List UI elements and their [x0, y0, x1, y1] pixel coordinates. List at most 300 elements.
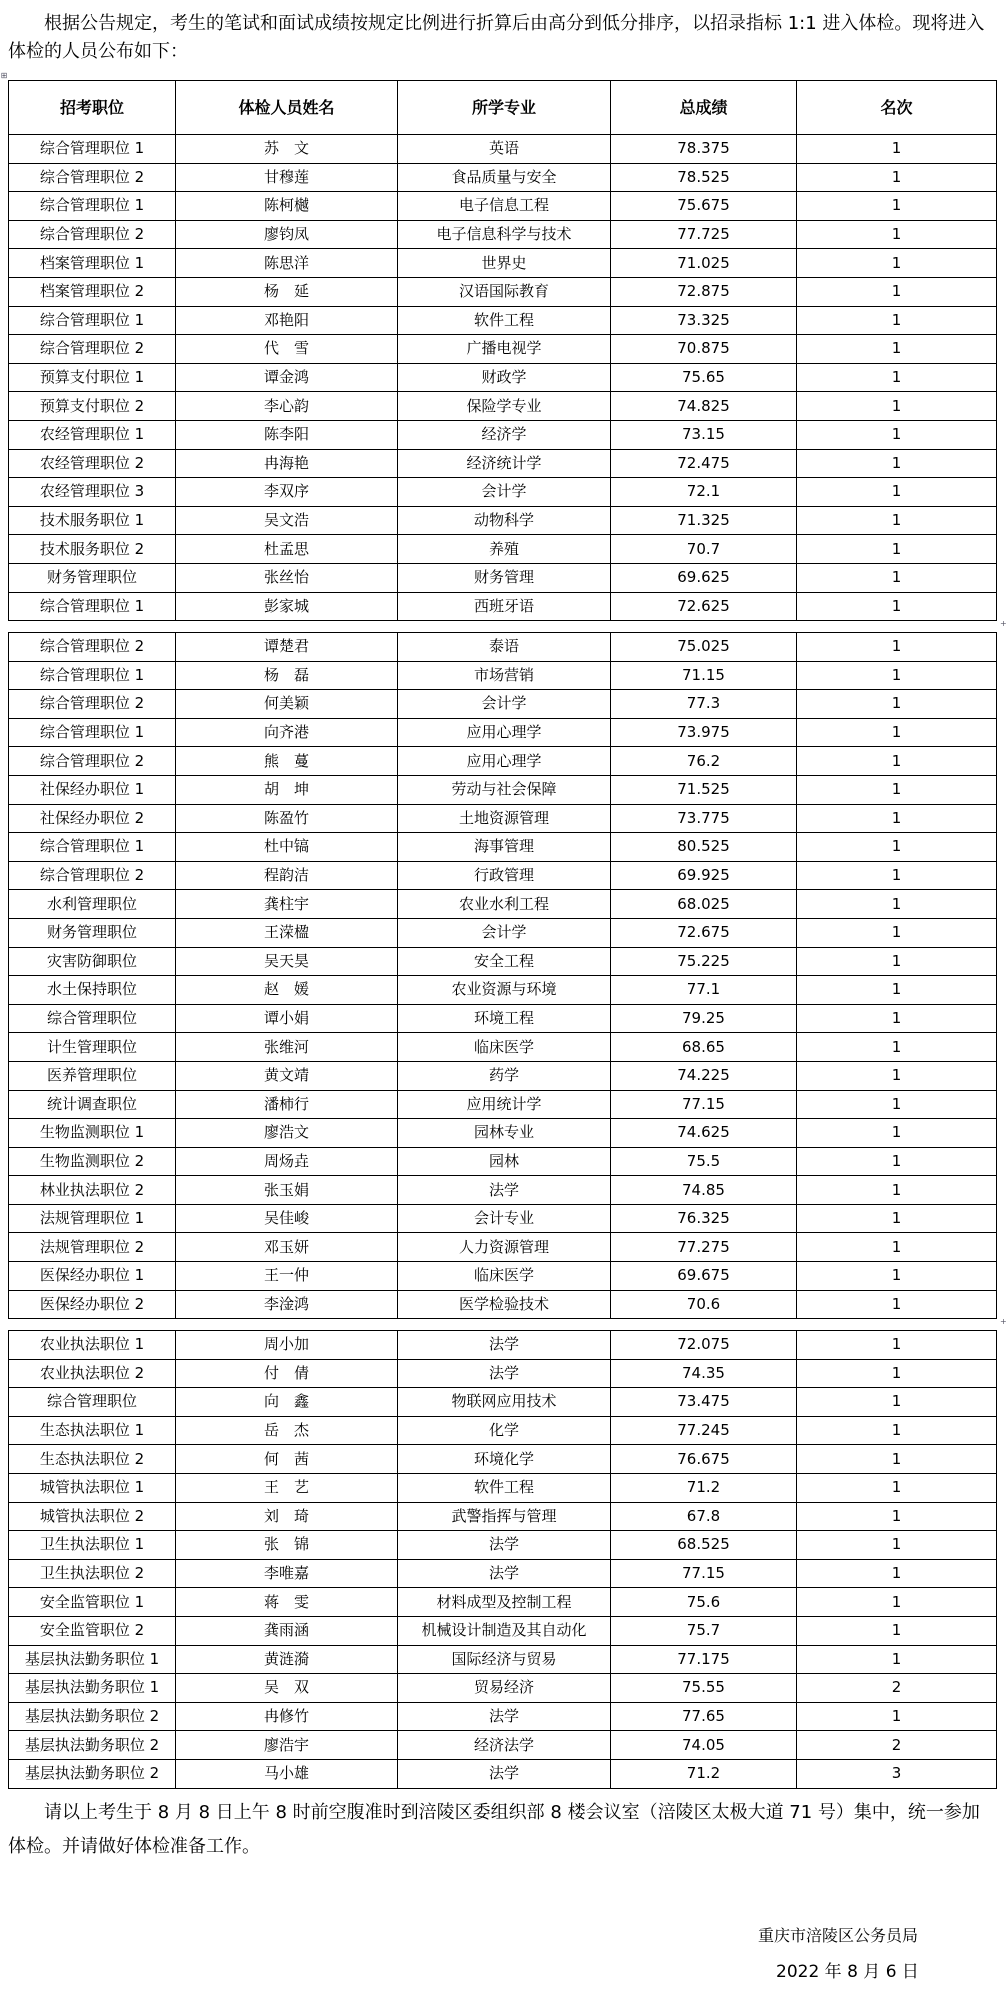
table-row [9, 947, 997, 976]
cell-name: 谭金鸿 [176, 363, 398, 392]
cell-major: 园林专业 [398, 1119, 611, 1148]
cell-name: 李心韵 [176, 392, 398, 421]
cell-rank: 1 [797, 1331, 997, 1360]
cell-total-score: 77.175 [611, 1645, 797, 1674]
cell-major: 法学 [398, 1331, 611, 1360]
cell-rank: 1 [797, 1233, 997, 1262]
cell-position: 农经管理职位 1 [9, 420, 176, 449]
cell-major: 应用心理学 [398, 718, 611, 747]
cell-name: 吴佳峻 [176, 1204, 398, 1233]
table-row [9, 1616, 997, 1645]
cell-major: 财务管理 [398, 563, 611, 592]
cell-rank: 1 [797, 1004, 997, 1033]
cell-rank: 1 [797, 804, 997, 833]
cell-total-score: 73.775 [611, 804, 797, 833]
cell-position: 社保经办职位 1 [9, 775, 176, 804]
table-row [9, 335, 997, 364]
cell-name: 程韵洁 [176, 861, 398, 890]
cell-position: 水利管理职位 [9, 890, 176, 919]
cell-rank: 1 [797, 1502, 997, 1531]
table-row [9, 1473, 997, 1502]
table-row [9, 1588, 997, 1617]
cell-major: 临床医学 [398, 1033, 611, 1062]
cell-major: 法学 [398, 1531, 611, 1560]
table-row [9, 1674, 997, 1703]
table-row [9, 277, 997, 306]
cell-major: 农业水利工程 [398, 890, 611, 919]
cell-total-score: 69.925 [611, 861, 797, 890]
table-row [9, 804, 997, 833]
cell-rank: 1 [797, 392, 997, 421]
cell-major: 电子信息科学与技术 [398, 220, 611, 249]
cell-total-score: 72.875 [611, 277, 797, 306]
cell-name: 黄文靖 [176, 1061, 398, 1090]
cell-name: 刘 琦 [176, 1502, 398, 1531]
cell-total-score: 72.075 [611, 1331, 797, 1360]
issuing-organization: 重庆市涪陵区公务员局 [758, 1926, 919, 1945]
cell-total-score: 75.225 [611, 947, 797, 976]
cell-total-score: 67.8 [611, 1502, 797, 1531]
table-row [9, 135, 997, 164]
cell-name: 廖浩宇 [176, 1731, 398, 1760]
table-row [9, 1004, 997, 1033]
table-row [9, 1331, 997, 1360]
cell-position: 城管执法职位 2 [9, 1502, 176, 1531]
cell-rank: 1 [797, 775, 997, 804]
cell-position: 法规管理职位 1 [9, 1204, 176, 1233]
cell-total-score: 74.825 [611, 392, 797, 421]
cell-total-score: 77.3 [611, 690, 797, 719]
cell-major: 国际经济与贸易 [398, 1645, 611, 1674]
cell-name: 胡 坤 [176, 775, 398, 804]
cell-rank: 1 [797, 478, 997, 507]
cell-name: 杨 磊 [176, 661, 398, 690]
cell-position: 综合管理职位 2 [9, 861, 176, 890]
cell-major: 电子信息工程 [398, 192, 611, 221]
cell-rank: 1 [797, 1033, 997, 1062]
table-row [9, 1119, 997, 1148]
cell-total-score: 76.2 [611, 747, 797, 776]
cell-position: 技术服务职位 1 [9, 506, 176, 535]
cell-position: 林业执法职位 2 [9, 1176, 176, 1205]
cell-rank: 1 [797, 163, 997, 192]
cell-name: 张维河 [176, 1033, 398, 1062]
table-row [9, 1147, 997, 1176]
cell-major: 经济统计学 [398, 449, 611, 478]
cell-name: 潘柿行 [176, 1090, 398, 1119]
cell-major: 化学 [398, 1416, 611, 1445]
cell-rank: 2 [797, 1731, 997, 1760]
cell-total-score: 74.05 [611, 1731, 797, 1760]
cell-position: 档案管理职位 1 [9, 249, 176, 278]
cell-name: 张丝怡 [176, 563, 398, 592]
cell-position: 医保经办职位 1 [9, 1262, 176, 1291]
cell-rank: 1 [797, 1204, 997, 1233]
cell-total-score: 75.025 [611, 633, 797, 662]
cell-rank: 1 [797, 1262, 997, 1291]
cell-rank: 1 [797, 633, 997, 662]
cell-position: 财务管理职位 [9, 918, 176, 947]
cell-position: 医保经办职位 2 [9, 1290, 176, 1319]
cell-rank: 2 [797, 1674, 997, 1703]
cell-rank: 1 [797, 1119, 997, 1148]
cell-position: 医养管理职位 [9, 1061, 176, 1090]
cell-total-score: 70.875 [611, 335, 797, 364]
cell-total-score: 71.2 [611, 1759, 797, 1788]
cell-position: 综合管理职位 2 [9, 747, 176, 776]
cell-name: 吴天昊 [176, 947, 398, 976]
cell-rank: 1 [797, 449, 997, 478]
cell-rank: 3 [797, 1759, 997, 1788]
table-row [9, 690, 997, 719]
table-row [9, 1290, 997, 1319]
cell-rank: 1 [797, 1588, 997, 1617]
cell-major: 会计学 [398, 918, 611, 947]
table-row [9, 592, 997, 621]
cell-major: 材料成型及控制工程 [398, 1588, 611, 1617]
cell-total-score: 76.325 [611, 1204, 797, 1233]
cell-total-score: 79.25 [611, 1004, 797, 1033]
table-resize-handle-icon[interactable]: + [1000, 619, 1007, 628]
cell-total-score: 73.475 [611, 1388, 797, 1417]
cell-total-score: 74.85 [611, 1176, 797, 1205]
cell-major: 武警指挥与管理 [398, 1502, 611, 1531]
table-row [9, 918, 997, 947]
cell-major: 环境化学 [398, 1445, 611, 1474]
cell-major: 保险学专业 [398, 392, 611, 421]
table-row [9, 1262, 997, 1291]
cell-total-score: 71.325 [611, 506, 797, 535]
cell-major: 会计专业 [398, 1204, 611, 1233]
cell-total-score: 77.245 [611, 1416, 797, 1445]
cell-position: 生态执法职位 2 [9, 1445, 176, 1474]
cell-position: 城管执法职位 1 [9, 1473, 176, 1502]
cell-name: 李唯嘉 [176, 1559, 398, 1588]
cell-name: 吴 双 [176, 1674, 398, 1703]
cell-total-score: 75.7 [611, 1616, 797, 1645]
cell-total-score: 80.525 [611, 833, 797, 862]
cell-position: 基层执法勤务职位 2 [9, 1731, 176, 1760]
cell-rank: 1 [797, 1090, 997, 1119]
cell-rank: 1 [797, 277, 997, 306]
table-row [9, 1645, 997, 1674]
cell-major: 食品质量与安全 [398, 163, 611, 192]
cell-position: 预算支付职位 2 [9, 392, 176, 421]
cell-name: 陈思洋 [176, 249, 398, 278]
cell-total-score: 76.675 [611, 1445, 797, 1474]
cell-name: 陈柯樾 [176, 192, 398, 221]
cell-position: 综合管理职位 2 [9, 335, 176, 364]
table-row [9, 1090, 997, 1119]
cell-position: 统计调查职位 [9, 1090, 176, 1119]
cell-position: 社保经办职位 2 [9, 804, 176, 833]
table-row [9, 1502, 997, 1531]
cell-major: 西班牙语 [398, 592, 611, 621]
table-row [9, 1359, 997, 1388]
cell-position: 财务管理职位 [9, 563, 176, 592]
cell-total-score: 72.625 [611, 592, 797, 621]
cell-rank: 1 [797, 1359, 997, 1388]
cell-total-score: 73.975 [611, 718, 797, 747]
cell-total-score: 71.025 [611, 249, 797, 278]
cell-total-score: 77.275 [611, 1233, 797, 1262]
cell-rank: 1 [797, 306, 997, 335]
cell-name: 马小雄 [176, 1759, 398, 1788]
cell-major: 英语 [398, 135, 611, 164]
cell-major: 应用统计学 [398, 1090, 611, 1119]
cell-name: 廖浩文 [176, 1119, 398, 1148]
table-row [9, 1559, 997, 1588]
cell-name: 杜中镐 [176, 833, 398, 862]
table-row [9, 1204, 997, 1233]
cell-name: 付 倩 [176, 1359, 398, 1388]
cell-major: 软件工程 [398, 306, 611, 335]
cell-name: 陈李阳 [176, 420, 398, 449]
cell-rank: 1 [797, 420, 997, 449]
intro-paragraph: 根据公告规定，考生的笔试和面试成绩按规定比例进行折算后由高分到低分排序，以招录指标 1:1 进入体检。现将进入体检的人员公布如下： [8, 13, 985, 62]
cell-total-score: 73.325 [611, 306, 797, 335]
cell-major: 软件工程 [398, 1473, 611, 1502]
cell-rank: 1 [797, 947, 997, 976]
cell-position: 安全监管职位 1 [9, 1588, 176, 1617]
cell-rank: 1 [797, 592, 997, 621]
cell-rank: 1 [797, 563, 997, 592]
cell-position: 综合管理职位 1 [9, 661, 176, 690]
cell-major: 机械设计制造及其自动化 [398, 1616, 611, 1645]
cell-major: 临床医学 [398, 1262, 611, 1291]
cell-total-score: 77.65 [611, 1702, 797, 1731]
cell-rank: 1 [797, 1559, 997, 1588]
cell-total-score: 75.5 [611, 1147, 797, 1176]
cell-rank: 1 [797, 335, 997, 364]
cell-position: 基层执法勤务职位 2 [9, 1702, 176, 1731]
outro-paragraph: 请以上考生于 8 月 8 日上午 8 时前空腹准时到涪陵区委组织部 8 楼会议室（涪陵区太极大道 71 号）集中，统一参加体检。并请做好体检准备工作。 [8, 1802, 980, 1857]
results-table-section-1 [8, 80, 997, 621]
table-row [9, 1233, 997, 1262]
cell-position: 综合管理职位 1 [9, 192, 176, 221]
cell-name: 王一仲 [176, 1262, 398, 1291]
cell-position: 档案管理职位 2 [9, 277, 176, 306]
cell-rank: 1 [797, 1645, 997, 1674]
cell-position: 综合管理职位 2 [9, 163, 176, 192]
cell-major: 市场营销 [398, 661, 611, 690]
cell-rank: 1 [797, 135, 997, 164]
cell-name: 彭家城 [176, 592, 398, 621]
cell-name: 龚雨涵 [176, 1616, 398, 1645]
cell-name: 谭小娟 [176, 1004, 398, 1033]
table-row [9, 1731, 997, 1760]
cell-position: 技术服务职位 2 [9, 535, 176, 564]
cell-name: 王溁楹 [176, 918, 398, 947]
cell-total-score: 78.525 [611, 163, 797, 192]
cell-major: 法学 [398, 1759, 611, 1788]
cell-rank: 1 [797, 1061, 997, 1090]
cell-major: 动物科学 [398, 506, 611, 535]
cell-name: 周炀垚 [176, 1147, 398, 1176]
cell-rank: 1 [797, 718, 997, 747]
cell-rank: 1 [797, 747, 997, 776]
cell-name: 何美颖 [176, 690, 398, 719]
cell-name: 冉海艳 [176, 449, 398, 478]
cell-major: 法学 [398, 1359, 611, 1388]
table-row [9, 718, 997, 747]
cell-position: 生态执法职位 1 [9, 1416, 176, 1445]
cell-name: 代 雪 [176, 335, 398, 364]
table-row [9, 306, 997, 335]
cell-name: 陈盈竹 [176, 804, 398, 833]
table-row [9, 976, 997, 1005]
cell-position: 预算支付职位 1 [9, 363, 176, 392]
table-row [9, 420, 997, 449]
cell-name: 赵 媛 [176, 976, 398, 1005]
cell-major: 泰语 [398, 633, 611, 662]
cell-rank: 1 [797, 192, 997, 221]
cell-major: 园林 [398, 1147, 611, 1176]
cell-major: 养殖 [398, 535, 611, 564]
cell-position: 综合管理职位 2 [9, 220, 176, 249]
cell-position: 基层执法勤务职位 1 [9, 1674, 176, 1703]
cell-rank: 1 [797, 1531, 997, 1560]
cell-position: 综合管理职位 [9, 1388, 176, 1417]
cell-major: 物联网应用技术 [398, 1388, 611, 1417]
cell-position: 基层执法勤务职位 2 [9, 1759, 176, 1788]
cell-total-score: 68.025 [611, 890, 797, 919]
cell-name: 周小加 [176, 1331, 398, 1360]
cell-position: 综合管理职位 2 [9, 690, 176, 719]
cell-name: 何 茜 [176, 1445, 398, 1474]
cell-major: 会计学 [398, 478, 611, 507]
table-row [9, 1061, 997, 1090]
cell-total-score: 77.725 [611, 220, 797, 249]
table-row [9, 1388, 997, 1417]
cell-name: 甘穆莲 [176, 163, 398, 192]
cell-name: 向齐港 [176, 718, 398, 747]
cell-position: 综合管理职位 1 [9, 833, 176, 862]
cell-position: 法规管理职位 2 [9, 1233, 176, 1262]
table-row [9, 833, 997, 862]
cell-position: 农业执法职位 1 [9, 1331, 176, 1360]
cell-name: 邓艳阳 [176, 306, 398, 335]
results-table-section-2 [8, 632, 997, 1319]
table-resize-handle-icon[interactable]: + [1000, 1317, 1007, 1326]
cell-position: 安全监管职位 2 [9, 1616, 176, 1645]
issue-date: 2022 年 8 月 6 日 [776, 1962, 919, 1982]
cell-total-score: 74.225 [611, 1061, 797, 1090]
cell-total-score: 74.625 [611, 1119, 797, 1148]
cell-name: 杜孟思 [176, 535, 398, 564]
cell-position: 综合管理职位 1 [9, 135, 176, 164]
cell-position: 综合管理职位 1 [9, 306, 176, 335]
cell-rank: 1 [797, 363, 997, 392]
cell-position: 灾害防御职位 [9, 947, 176, 976]
cell-rank: 1 [797, 1416, 997, 1445]
table-row [9, 1445, 997, 1474]
table-row [9, 661, 997, 690]
table-header-row [9, 81, 997, 135]
cell-position: 综合管理职位 2 [9, 633, 176, 662]
cell-major: 土地资源管理 [398, 804, 611, 833]
cell-rank: 1 [797, 661, 997, 690]
cell-rank: 1 [797, 833, 997, 862]
table-row [9, 563, 997, 592]
cell-major: 行政管理 [398, 861, 611, 890]
header-rank: 名次 [797, 81, 997, 135]
table-row [9, 192, 997, 221]
table-row [9, 633, 997, 662]
cell-total-score: 71.525 [611, 775, 797, 804]
cell-total-score: 75.65 [611, 363, 797, 392]
cell-major: 财政学 [398, 363, 611, 392]
cell-name: 龚柱宇 [176, 890, 398, 919]
cell-total-score: 78.375 [611, 135, 797, 164]
cell-major: 法学 [398, 1559, 611, 1588]
cell-rank: 1 [797, 918, 997, 947]
table-row [9, 220, 997, 249]
cell-major: 汉语国际教育 [398, 277, 611, 306]
cell-total-score: 70.6 [611, 1290, 797, 1319]
cell-total-score: 75.6 [611, 1588, 797, 1617]
table-row [9, 535, 997, 564]
cell-total-score: 74.35 [611, 1359, 797, 1388]
cell-major: 法学 [398, 1702, 611, 1731]
cell-rank: 1 [797, 1147, 997, 1176]
cell-total-score: 71.15 [611, 661, 797, 690]
table-row [9, 775, 997, 804]
cell-total-score: 75.675 [611, 192, 797, 221]
cell-rank: 1 [797, 249, 997, 278]
cell-total-score: 77.15 [611, 1090, 797, 1119]
cell-total-score: 75.55 [611, 1674, 797, 1703]
cell-major: 药学 [398, 1061, 611, 1090]
cell-rank: 1 [797, 690, 997, 719]
cell-name: 王 艺 [176, 1473, 398, 1502]
cell-position: 水土保持职位 [9, 976, 176, 1005]
table-move-handle-icon[interactable]: ⊞ [0, 71, 8, 80]
cell-name: 张 锦 [176, 1531, 398, 1560]
table-row [9, 890, 997, 919]
table-row [9, 392, 997, 421]
results-table-section-3 [8, 1330, 997, 1789]
cell-major: 医学检验技术 [398, 1290, 611, 1319]
cell-rank: 1 [797, 220, 997, 249]
cell-rank: 1 [797, 535, 997, 564]
cell-name: 杨 延 [176, 277, 398, 306]
cell-total-score: 73.15 [611, 420, 797, 449]
cell-position: 生物监测职位 1 [9, 1119, 176, 1148]
cell-major: 农业资源与环境 [398, 976, 611, 1005]
cell-major: 经济学 [398, 420, 611, 449]
table-row [9, 1416, 997, 1445]
cell-total-score: 72.475 [611, 449, 797, 478]
cell-rank: 1 [797, 506, 997, 535]
cell-total-score: 77.15 [611, 1559, 797, 1588]
cell-major: 世界史 [398, 249, 611, 278]
cell-total-score: 68.65 [611, 1033, 797, 1062]
cell-major: 贸易经济 [398, 1674, 611, 1703]
cell-rank: 1 [797, 1702, 997, 1731]
table-row [9, 1531, 997, 1560]
cell-position: 综合管理职位 1 [9, 592, 176, 621]
table-row [9, 363, 997, 392]
cell-position: 基层执法勤务职位 1 [9, 1645, 176, 1674]
cell-position: 农经管理职位 3 [9, 478, 176, 507]
cell-major: 海事管理 [398, 833, 611, 862]
table-row [9, 747, 997, 776]
cell-total-score: 69.625 [611, 563, 797, 592]
cell-major: 经济法学 [398, 1731, 611, 1760]
cell-rank: 1 [797, 976, 997, 1005]
cell-total-score: 71.2 [611, 1473, 797, 1502]
